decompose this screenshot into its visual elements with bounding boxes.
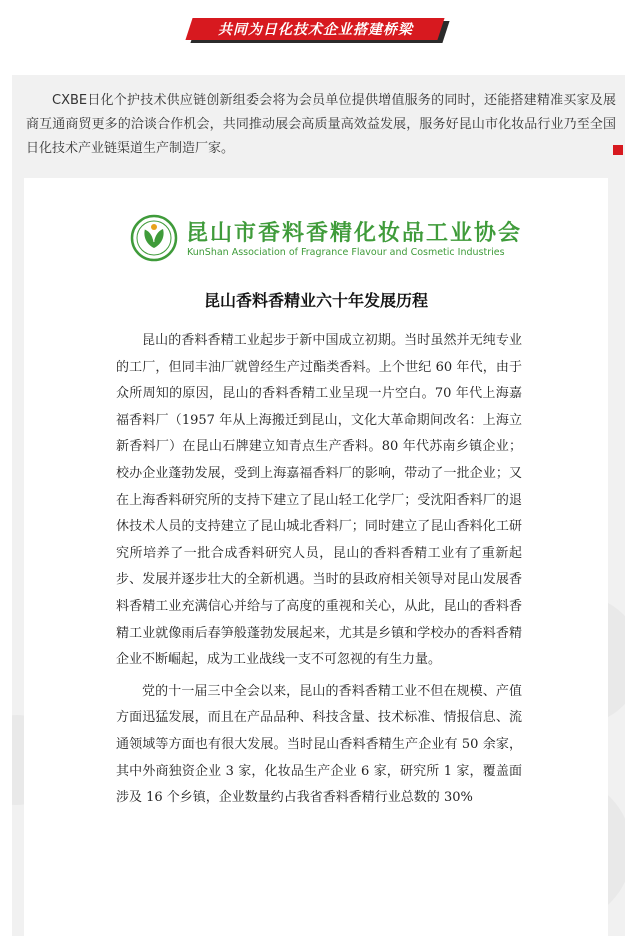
association-emblem-icon bbox=[130, 214, 178, 262]
header-banner bbox=[0, 18, 637, 44]
intro-paragraph: CXBE日化个护技术供应链创新组委会将为会员单位提供增值服务的同时，还能搭建精准买家及展商互通商贸更多的洽谈合作机会，共同推动展会高质量高效益发展，服务好昆山市化妆品行业乃至全国日化技术产业链渠道生产制造厂家。 bbox=[26, 93, 616, 156]
logo-english-name: KunShan Association of Fragrance Flavour and Cosmetic Industries bbox=[187, 247, 505, 258]
body-paragraph: 昆山的香料香精工业起步于新中国成立初期。当时虽然并无纯专业的工厂，但同丰油厂就曾经生产过酯类香料。上个世纪 60 年代，由于众所周知的原因，昆山的香料香精工业呈现一片空白。70 年代上海嘉福香料厂（1957 年从上海搬迁到昆山，文化大革命期间改名：上海立新香料厂）在昆山石牌建立知青点生产香料。80 年代苏南乡镇企业；校办企业蓬勃发展，受到上海嘉福香料厂的影响，带动了一批企业；又在上海香料研究所的支持下建立了昆山轻工化学厂；受沈阳香料厂的退休技术人员的支持建立了昆山城北香料厂；同时建立了昆山香料化工研究所培养了一批合成香料研究人员，昆山的香料香精工业有了重新起步、发展并逐步壮大的全新机遇。当时的县政府相关领导对昆山发展香料香精工业充满信心并给与了高度的重视和关心，从此，昆山的香料香精工业就像雨后春笋般蓬勃发展起来，尤其是乡镇和学校办的香料香精企业不断崛起，成为工业战线一支不可忽视的有生力量。 bbox=[116, 333, 522, 668]
banner-ribbon bbox=[185, 18, 444, 40]
association-logo bbox=[130, 214, 523, 266]
body-paragraph: 党的十一届三中全会以来，昆山的香料香精工业不但在规模、产值方面迅猛发展，而且在产品品种、科技含量、技术标准、情报信息、流通领域等方面也有很大发展。当时昆山香料香精生产企业有 50 余家，其中外商独资企业 3 家，化妆品生产企业 6 家，研究所 1 家，覆盖面涉及 16 个乡镇，企业数量约占我省香料香精行业总数的 30% bbox=[116, 683, 522, 806]
document-image bbox=[24, 178, 608, 936]
logo-chinese-name: 昆山市香料香精化妆品工业协会 bbox=[186, 221, 523, 246]
corner-accent bbox=[613, 145, 623, 155]
document-title: 昆山香料香精业六十年发展历程 bbox=[203, 291, 428, 310]
document-body bbox=[116, 328, 522, 812]
banner-title: 共同为日化技术企业搭建桥梁 bbox=[217, 22, 413, 38]
